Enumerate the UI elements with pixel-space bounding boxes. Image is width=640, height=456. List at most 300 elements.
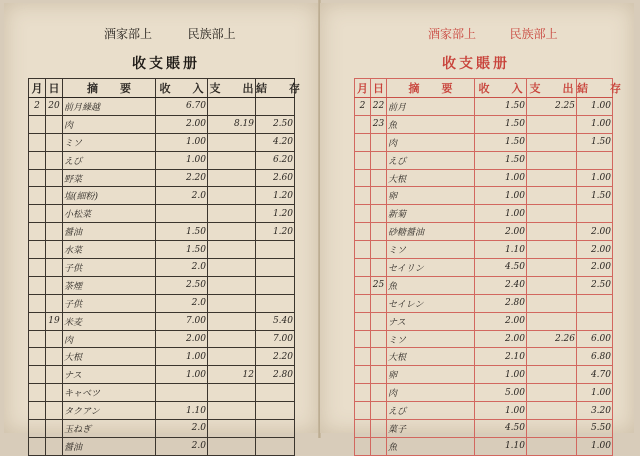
cell-summary: 塩(細粉) bbox=[63, 187, 156, 205]
ledger-row bbox=[29, 115, 295, 133]
cell-day bbox=[46, 348, 63, 366]
cell-expense bbox=[208, 151, 256, 169]
cell-income: 1.00 bbox=[156, 133, 208, 151]
cell-expense bbox=[208, 437, 256, 455]
cell-income: 2.00 bbox=[475, 312, 527, 330]
cell-income: 1.10 bbox=[475, 437, 527, 455]
ledger-row bbox=[29, 420, 295, 438]
cell-summary: ミソ bbox=[387, 330, 475, 348]
cell-summary: 肉 bbox=[63, 330, 156, 348]
cell-summary: セイレン bbox=[387, 294, 475, 312]
cell-balance: 2.60 bbox=[256, 169, 295, 187]
right-header-row bbox=[355, 79, 613, 98]
col-balance: 結 存 bbox=[256, 79, 295, 98]
cell-summary: タクアン bbox=[63, 402, 156, 420]
cell-income: 1.50 bbox=[156, 241, 208, 259]
cell-month bbox=[355, 259, 371, 277]
cell-expense bbox=[208, 276, 256, 294]
cell-expense: 2.26 bbox=[527, 330, 577, 348]
cell-expense bbox=[527, 366, 577, 384]
ledger-row bbox=[355, 241, 613, 259]
ledger-row bbox=[29, 384, 295, 402]
cell-summary: 魚 bbox=[387, 437, 475, 455]
ledger-row bbox=[29, 330, 295, 348]
cell-income: 1.00 bbox=[156, 366, 208, 384]
right-header-right: 民族部上 bbox=[509, 27, 558, 41]
cell-income: 1.00 bbox=[475, 169, 527, 187]
cell-month bbox=[29, 276, 46, 294]
ledger-row bbox=[29, 312, 295, 330]
cell-income: 2.00 bbox=[475, 330, 527, 348]
cell-income bbox=[156, 205, 208, 223]
cell-balance: 1.20 bbox=[256, 187, 295, 205]
cell-income: 1.00 bbox=[475, 205, 527, 223]
col-day: 日 bbox=[46, 79, 63, 98]
cell-balance: 1.20 bbox=[256, 205, 295, 223]
cell-day bbox=[46, 420, 63, 438]
cell-day bbox=[46, 330, 63, 348]
cell-summary: 水菜 bbox=[63, 241, 156, 259]
cell-summary: 新菊 bbox=[387, 205, 475, 223]
cell-balance bbox=[577, 151, 613, 169]
cell-day: 20 bbox=[46, 98, 63, 116]
cell-balance bbox=[256, 276, 295, 294]
col-expense: 支 出 bbox=[208, 79, 256, 98]
cell-income: 1.50 bbox=[475, 151, 527, 169]
cell-expense bbox=[527, 133, 577, 151]
ledger-row bbox=[355, 384, 613, 402]
cell-month bbox=[29, 348, 46, 366]
cell-income: 1.50 bbox=[475, 98, 527, 116]
ledger-row bbox=[29, 241, 295, 259]
cell-expense bbox=[527, 276, 577, 294]
ledger-row bbox=[29, 366, 295, 384]
cell-income: 4.50 bbox=[475, 259, 527, 277]
cell-day bbox=[371, 294, 387, 312]
cell-balance bbox=[577, 294, 613, 312]
ledger-row bbox=[355, 420, 613, 438]
cell-income: 2.50 bbox=[156, 276, 208, 294]
cell-balance: 2.00 bbox=[577, 223, 613, 241]
cell-summary: 大根 bbox=[387, 169, 475, 187]
cell-summary: 茶煙 bbox=[63, 276, 156, 294]
cell-month bbox=[355, 366, 371, 384]
cell-income: 1.00 bbox=[156, 348, 208, 366]
cell-day: 19 bbox=[46, 312, 63, 330]
cell-day bbox=[46, 294, 63, 312]
cell-month bbox=[355, 294, 371, 312]
cell-balance: 1.00 bbox=[577, 437, 613, 455]
cell-balance: 5.50 bbox=[577, 420, 613, 438]
cell-summary: 卵 bbox=[387, 187, 475, 205]
ledger-row bbox=[29, 294, 295, 312]
cell-income: 1.00 bbox=[475, 402, 527, 420]
cell-day bbox=[371, 205, 387, 223]
ledger-row bbox=[355, 312, 613, 330]
cell-day bbox=[371, 384, 387, 402]
cell-summary: 子供 bbox=[63, 259, 156, 277]
cell-day bbox=[371, 151, 387, 169]
ledger-row bbox=[355, 366, 613, 384]
left-title: 收支賬册 bbox=[132, 56, 200, 72]
cell-summary: セイリン bbox=[387, 259, 475, 277]
cell-balance: 4.20 bbox=[256, 133, 295, 151]
cell-month bbox=[355, 133, 371, 151]
cell-day bbox=[371, 223, 387, 241]
cell-summary: 玉ねぎ bbox=[63, 420, 156, 438]
cell-income: 2.00 bbox=[475, 223, 527, 241]
cell-summary: 肉 bbox=[63, 115, 156, 133]
cell-expense bbox=[527, 223, 577, 241]
ledger-row bbox=[355, 98, 613, 116]
cell-balance: 1.50 bbox=[577, 133, 613, 151]
cell-balance: 2.20 bbox=[256, 348, 295, 366]
cell-expense bbox=[208, 312, 256, 330]
cell-balance: 2.50 bbox=[256, 115, 295, 133]
cell-month: 2 bbox=[29, 98, 46, 116]
cell-income: 2.0 bbox=[156, 259, 208, 277]
cell-expense bbox=[208, 241, 256, 259]
cell-balance: 6.00 bbox=[577, 330, 613, 348]
col-balance: 結 存 bbox=[577, 79, 613, 98]
cell-day bbox=[46, 151, 63, 169]
col-month: 月 bbox=[355, 79, 371, 98]
cell-month bbox=[29, 151, 46, 169]
cell-income: 2.00 bbox=[156, 330, 208, 348]
cell-income: 1.50 bbox=[156, 223, 208, 241]
cell-summary: 砂糖醤油 bbox=[387, 223, 475, 241]
cell-expense bbox=[208, 223, 256, 241]
cell-income: 1.10 bbox=[156, 402, 208, 420]
left-header-row bbox=[29, 79, 295, 98]
cell-month bbox=[355, 348, 371, 366]
ledger-row bbox=[355, 259, 613, 277]
cell-balance bbox=[256, 259, 295, 277]
cell-day bbox=[371, 437, 387, 455]
cell-expense bbox=[527, 384, 577, 402]
cell-expense bbox=[527, 187, 577, 205]
cell-summary: 小松菜 bbox=[63, 205, 156, 223]
cell-expense bbox=[527, 348, 577, 366]
cell-day bbox=[46, 402, 63, 420]
ledger-row bbox=[355, 133, 613, 151]
cell-expense bbox=[527, 169, 577, 187]
cell-balance: 2.50 bbox=[577, 276, 613, 294]
cell-month bbox=[355, 223, 371, 241]
cell-income: 1.00 bbox=[475, 366, 527, 384]
cell-balance: 1.00 bbox=[577, 98, 613, 116]
cell-summary: ナス bbox=[387, 312, 475, 330]
cell-month bbox=[29, 259, 46, 277]
cell-expense bbox=[208, 348, 256, 366]
ledger-row bbox=[29, 98, 295, 116]
cell-expense bbox=[208, 402, 256, 420]
cell-balance bbox=[256, 98, 295, 116]
cell-summary: ミソ bbox=[63, 133, 156, 151]
left-header-right: 民族部上 bbox=[187, 27, 236, 41]
cell-day bbox=[371, 366, 387, 384]
cell-month bbox=[355, 330, 371, 348]
cell-expense bbox=[527, 259, 577, 277]
cell-balance: 4.70 bbox=[577, 366, 613, 384]
ledger-row bbox=[29, 402, 295, 420]
cell-summary: 醤油 bbox=[63, 437, 156, 455]
right-header bbox=[428, 25, 558, 42]
left-ledger-table bbox=[28, 78, 300, 456]
cell-balance bbox=[256, 437, 295, 455]
left-header bbox=[104, 25, 236, 42]
cell-summary: 菓子 bbox=[387, 420, 475, 438]
left-header-left: 酒家部上 bbox=[104, 27, 153, 41]
cell-balance bbox=[256, 241, 295, 259]
ledger-row bbox=[29, 133, 295, 151]
cell-day bbox=[46, 241, 63, 259]
cell-day bbox=[46, 259, 63, 277]
cell-day bbox=[371, 133, 387, 151]
cell-summary: ナス bbox=[63, 366, 156, 384]
cell-summary: 卵 bbox=[387, 366, 475, 384]
cell-summary: キャベツ bbox=[63, 384, 156, 402]
right-header-left: 酒家部上 bbox=[428, 27, 477, 41]
cell-balance: 1.20 bbox=[256, 223, 295, 241]
cell-month bbox=[29, 241, 46, 259]
cell-income: 1.00 bbox=[156, 151, 208, 169]
cell-balance: 5.40 bbox=[256, 312, 295, 330]
ledger-row bbox=[29, 205, 295, 223]
cell-balance: 1.50 bbox=[577, 187, 613, 205]
cell-month bbox=[29, 437, 46, 455]
cell-summary: 大根 bbox=[63, 348, 156, 366]
cell-summary: 子供 bbox=[63, 294, 156, 312]
cell-expense bbox=[208, 187, 256, 205]
cell-summary: 米麦 bbox=[63, 312, 156, 330]
cell-month bbox=[355, 115, 371, 133]
cell-balance: 1.00 bbox=[577, 169, 613, 187]
cell-expense bbox=[527, 241, 577, 259]
cell-month bbox=[29, 294, 46, 312]
cell-summary: えび bbox=[387, 402, 475, 420]
cell-balance bbox=[577, 205, 613, 223]
cell-month bbox=[29, 205, 46, 223]
cell-summary: 大根 bbox=[387, 348, 475, 366]
left-page bbox=[4, 3, 318, 453]
cell-month bbox=[29, 115, 46, 133]
ledger-row bbox=[355, 169, 613, 187]
cell-income: 1.00 bbox=[475, 187, 527, 205]
cell-balance: 7.00 bbox=[256, 330, 295, 348]
cell-balance: 1.00 bbox=[577, 384, 613, 402]
ledger-row bbox=[355, 151, 613, 169]
cell-day bbox=[46, 437, 63, 455]
cell-summary: 野菜 bbox=[63, 169, 156, 187]
cell-day bbox=[46, 115, 63, 133]
cell-month bbox=[29, 330, 46, 348]
cell-balance: 3.20 bbox=[577, 402, 613, 420]
cell-expense bbox=[208, 98, 256, 116]
cell-expense: 2.25 bbox=[527, 98, 577, 116]
cell-day bbox=[46, 187, 63, 205]
ledger-row bbox=[29, 437, 295, 455]
cell-month: 2 bbox=[355, 98, 371, 116]
ledger-row bbox=[29, 187, 295, 205]
cell-expense bbox=[208, 420, 256, 438]
cell-summary: 前月 bbox=[387, 98, 475, 116]
col-summary: 摘 要 bbox=[63, 79, 156, 98]
ledger-row bbox=[355, 348, 613, 366]
right-title: 收支賬册 bbox=[442, 56, 510, 72]
cell-day bbox=[46, 384, 63, 402]
cell-expense bbox=[208, 330, 256, 348]
ledger-row bbox=[29, 276, 295, 294]
cell-month bbox=[355, 169, 371, 187]
cell-day bbox=[371, 348, 387, 366]
cell-month bbox=[29, 223, 46, 241]
cell-expense bbox=[208, 259, 256, 277]
cell-summary: 魚 bbox=[387, 276, 475, 294]
cell-month bbox=[29, 312, 46, 330]
cell-day bbox=[371, 187, 387, 205]
cell-summary: 魚 bbox=[387, 115, 475, 133]
ledger-row bbox=[355, 402, 613, 420]
cell-summary: えび bbox=[387, 151, 475, 169]
cell-income: 2.0 bbox=[156, 420, 208, 438]
cell-expense bbox=[208, 205, 256, 223]
cell-income: 2.0 bbox=[156, 294, 208, 312]
cell-month bbox=[355, 151, 371, 169]
cell-month bbox=[355, 205, 371, 223]
ledger-row bbox=[355, 115, 613, 133]
ledger-row bbox=[355, 437, 613, 455]
cell-income: 2.0 bbox=[156, 187, 208, 205]
cell-month bbox=[355, 437, 371, 455]
cell-day bbox=[46, 133, 63, 151]
cell-expense bbox=[527, 205, 577, 223]
cell-expense: 8.19 bbox=[208, 115, 256, 133]
ledger-row bbox=[29, 151, 295, 169]
col-income: 收 入 bbox=[156, 79, 208, 98]
cell-day bbox=[46, 276, 63, 294]
cell-day bbox=[371, 312, 387, 330]
cell-balance: 1.00 bbox=[577, 115, 613, 133]
cell-month bbox=[29, 187, 46, 205]
cell-day: 22 bbox=[371, 98, 387, 116]
cell-balance bbox=[256, 420, 295, 438]
cell-income: 5.00 bbox=[475, 384, 527, 402]
ledger-row bbox=[29, 259, 295, 277]
cell-income: 2.20 bbox=[156, 169, 208, 187]
cell-balance bbox=[256, 384, 295, 402]
cell-balance bbox=[256, 402, 295, 420]
ledger-row bbox=[355, 187, 613, 205]
cell-balance bbox=[256, 294, 295, 312]
cell-balance bbox=[577, 312, 613, 330]
cell-income: 1.50 bbox=[475, 115, 527, 133]
cell-day bbox=[371, 420, 387, 438]
cell-day bbox=[46, 366, 63, 384]
cell-expense bbox=[208, 133, 256, 151]
cell-balance: 2.80 bbox=[256, 366, 295, 384]
cell-expense bbox=[527, 312, 577, 330]
col-day: 日 bbox=[371, 79, 387, 98]
cell-summary: 醤油 bbox=[63, 223, 156, 241]
cell-summary: 肉 bbox=[387, 133, 475, 151]
cell-summary: ミソ bbox=[387, 241, 475, 259]
cell-day bbox=[46, 205, 63, 223]
cell-expense bbox=[527, 402, 577, 420]
cell-expense bbox=[527, 420, 577, 438]
cell-income: 2.40 bbox=[475, 276, 527, 294]
ledger-row bbox=[29, 169, 295, 187]
cell-summary: 肉 bbox=[387, 384, 475, 402]
cell-month bbox=[355, 420, 371, 438]
cell-balance: 2.00 bbox=[577, 241, 613, 259]
cell-income: 2.0 bbox=[156, 437, 208, 455]
cell-expense bbox=[527, 151, 577, 169]
cell-month bbox=[355, 402, 371, 420]
cell-month bbox=[29, 420, 46, 438]
cell-expense bbox=[527, 294, 577, 312]
cell-day bbox=[46, 169, 63, 187]
cell-income: 2.00 bbox=[156, 115, 208, 133]
cell-day bbox=[371, 330, 387, 348]
cell-balance: 2.00 bbox=[577, 259, 613, 277]
cell-month bbox=[355, 276, 371, 294]
cell-balance: 6.80 bbox=[577, 348, 613, 366]
cell-day: 23 bbox=[371, 115, 387, 133]
cell-expense bbox=[527, 115, 577, 133]
cell-month bbox=[29, 169, 46, 187]
cell-day bbox=[371, 402, 387, 420]
cell-day bbox=[371, 169, 387, 187]
cell-income bbox=[156, 384, 208, 402]
right-ledger-table bbox=[354, 78, 621, 456]
right-page bbox=[320, 3, 634, 453]
col-income: 收 入 bbox=[475, 79, 527, 98]
cell-income: 4.50 bbox=[475, 420, 527, 438]
cell-day: 25 bbox=[371, 276, 387, 294]
ledger-row bbox=[355, 330, 613, 348]
cell-month bbox=[29, 384, 46, 402]
cell-month bbox=[355, 241, 371, 259]
cell-expense bbox=[208, 169, 256, 187]
ledger-row bbox=[29, 223, 295, 241]
cell-expense bbox=[208, 384, 256, 402]
cell-income: 2.10 bbox=[475, 348, 527, 366]
cell-income: 1.10 bbox=[475, 241, 527, 259]
cell-balance: 6.20 bbox=[256, 151, 295, 169]
col-expense: 支 出 bbox=[527, 79, 577, 98]
cell-expense bbox=[527, 437, 577, 455]
cell-month bbox=[355, 187, 371, 205]
cell-day bbox=[46, 223, 63, 241]
ledger-row bbox=[355, 223, 613, 241]
col-summary: 摘 要 bbox=[387, 79, 475, 98]
cell-income: 1.50 bbox=[475, 133, 527, 151]
cell-day bbox=[371, 259, 387, 277]
cell-month bbox=[29, 133, 46, 151]
cell-month bbox=[355, 312, 371, 330]
cell-month bbox=[29, 402, 46, 420]
cell-expense bbox=[208, 294, 256, 312]
ledger-row bbox=[29, 348, 295, 366]
cell-income: 6.70 bbox=[156, 98, 208, 116]
col-month: 月 bbox=[29, 79, 46, 98]
cell-day bbox=[371, 241, 387, 259]
cell-summary: 前月繰越 bbox=[63, 98, 156, 116]
cell-month bbox=[355, 384, 371, 402]
cell-income: 2.80 bbox=[475, 294, 527, 312]
cell-income: 7.00 bbox=[156, 312, 208, 330]
